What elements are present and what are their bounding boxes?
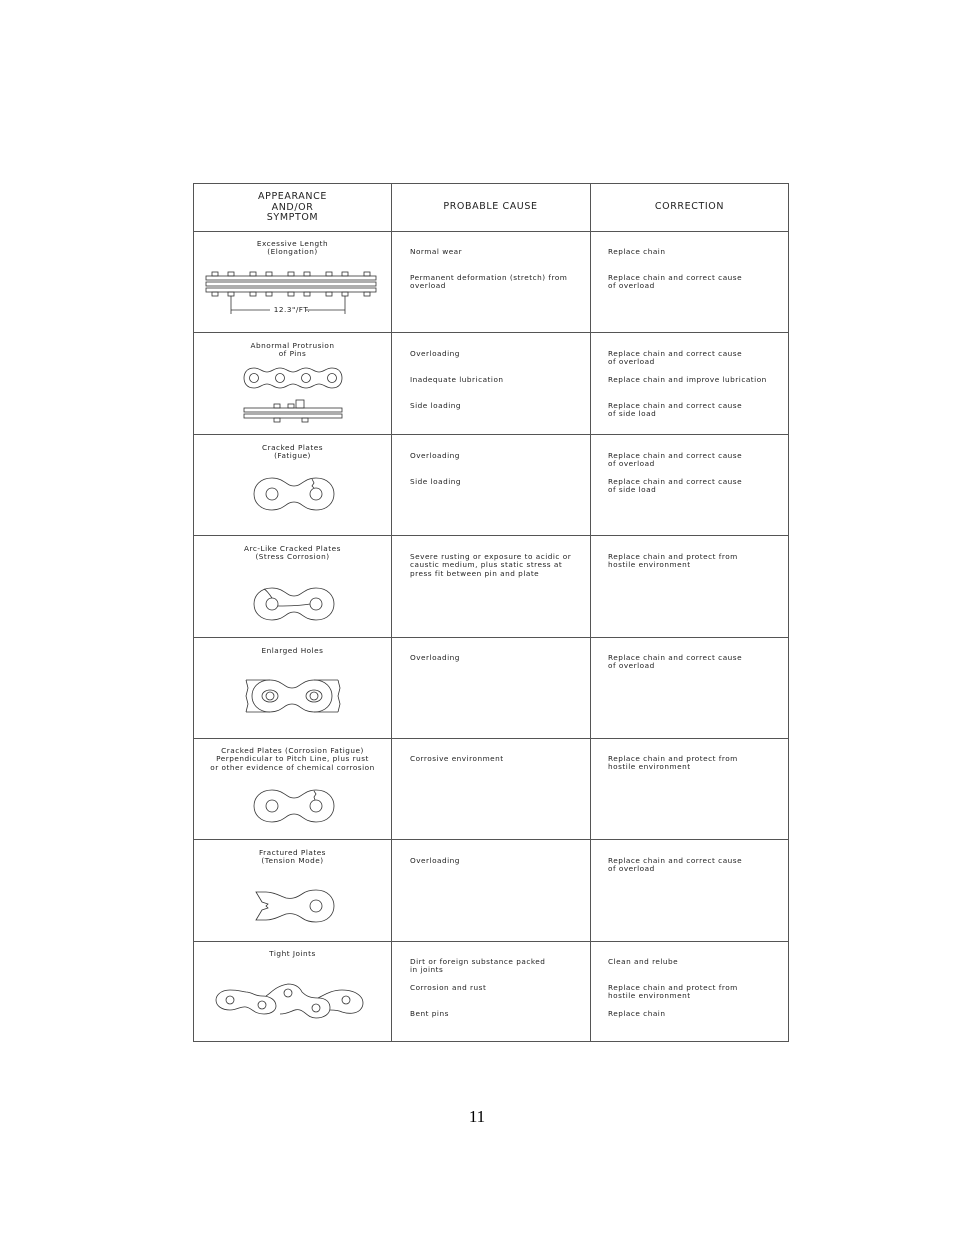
correction-text: Replace chain and protect from hostile environment — [608, 552, 738, 570]
corrosion-fatigue-plate-icon — [252, 786, 336, 826]
column-divider — [391, 184, 392, 1041]
symptom-title: Arc-Like Cracked Plates (Stress Corrosion) — [244, 544, 341, 562]
symptom-title: Cracked Plates (Corrosion Fatigue) Perpendicular to Pitch Line, plus rust or other evidence of chemical corrosion — [210, 746, 375, 772]
cause-text: Severe rusting or exposure to acidic or caustic medium, plus static stress at press fit between pin and plate — [410, 552, 572, 578]
row-divider — [194, 839, 788, 840]
cause-text: Overloading — [410, 349, 460, 358]
symptom-title: Cracked Plates (Fatigue) — [261, 443, 324, 461]
column-divider — [590, 184, 591, 1041]
row-divider — [194, 434, 788, 435]
correction-text: Replace chain and protect from hostile environment — [608, 983, 738, 1001]
header-correction: CORRECTION — [654, 201, 725, 212]
enlarged-holes-icon — [244, 676, 344, 716]
cracked-plate-fatigue-icon — [252, 474, 336, 514]
row-divider — [194, 637, 788, 638]
symptom-title: Enlarged Holes — [261, 646, 324, 655]
arc-cracked-plate-icon — [252, 584, 336, 624]
symptom-title: Abnormal Protrusion of Pins — [250, 341, 335, 359]
row-divider — [194, 332, 788, 333]
correction-text: Replace chain and improve lubrication — [608, 375, 767, 384]
dimension-label: 12.3"/FT. — [273, 305, 311, 314]
correction-text: Replace chain — [608, 1009, 666, 1018]
cause-text: Bent pins — [410, 1009, 449, 1018]
symptom-title: Tight Joints — [269, 949, 316, 958]
page-number: 11 — [468, 1107, 486, 1126]
cause-text: Corrosion and rust — [410, 983, 487, 992]
correction-text: Replace chain — [608, 247, 666, 256]
correction-text: Replace chain and correct cause of side load — [608, 401, 743, 419]
row-divider — [194, 535, 788, 536]
correction-text: Replace chain and correct cause of overload — [608, 273, 743, 291]
cause-text: Overloading — [410, 451, 460, 460]
row-divider — [194, 941, 788, 942]
cause-text: Corrosive environment — [410, 754, 504, 763]
tight-joints-icon — [214, 980, 374, 1028]
header-probable-cause: PROBABLE CAUSE — [443, 201, 538, 212]
cause-text: Inadequate lubrication — [410, 375, 504, 384]
cause-text: Dirt or foreign substance packed in joints — [410, 957, 546, 975]
correction-text: Replace chain and correct cause of overload — [608, 349, 743, 367]
protruding-pins-icon — [242, 364, 346, 426]
cause-text: Side loading — [410, 401, 461, 410]
cause-text: Overloading — [410, 856, 460, 865]
correction-text: Replace chain and protect from hostile environment — [608, 754, 738, 772]
symptom-title: Fractured Plates (Tension Mode) — [259, 848, 326, 866]
header-appearance: APPEARANCE AND/OR SYMPTOM — [258, 191, 327, 223]
cause-text: Normal wear — [410, 247, 463, 256]
cause-text: Overloading — [410, 653, 460, 662]
row-divider — [194, 738, 788, 739]
cause-text: Permanent deformation (stretch) from overload — [410, 273, 568, 291]
row-divider — [194, 231, 788, 232]
symptom-title: Excessive Length (Elongation) — [256, 239, 329, 257]
correction-text: Replace chain and correct cause of side load — [608, 477, 743, 495]
correction-text: Replace chain and correct cause of overload — [608, 653, 743, 671]
fractured-plate-icon — [252, 886, 336, 926]
correction-text: Replace chain and correct cause of overload — [608, 856, 743, 874]
cause-text: Side loading — [410, 477, 461, 486]
correction-text: Clean and relube — [608, 957, 679, 966]
correction-text: Replace chain and correct cause of overload — [608, 451, 743, 469]
chain-troubleshooting-table — [193, 183, 789, 1042]
